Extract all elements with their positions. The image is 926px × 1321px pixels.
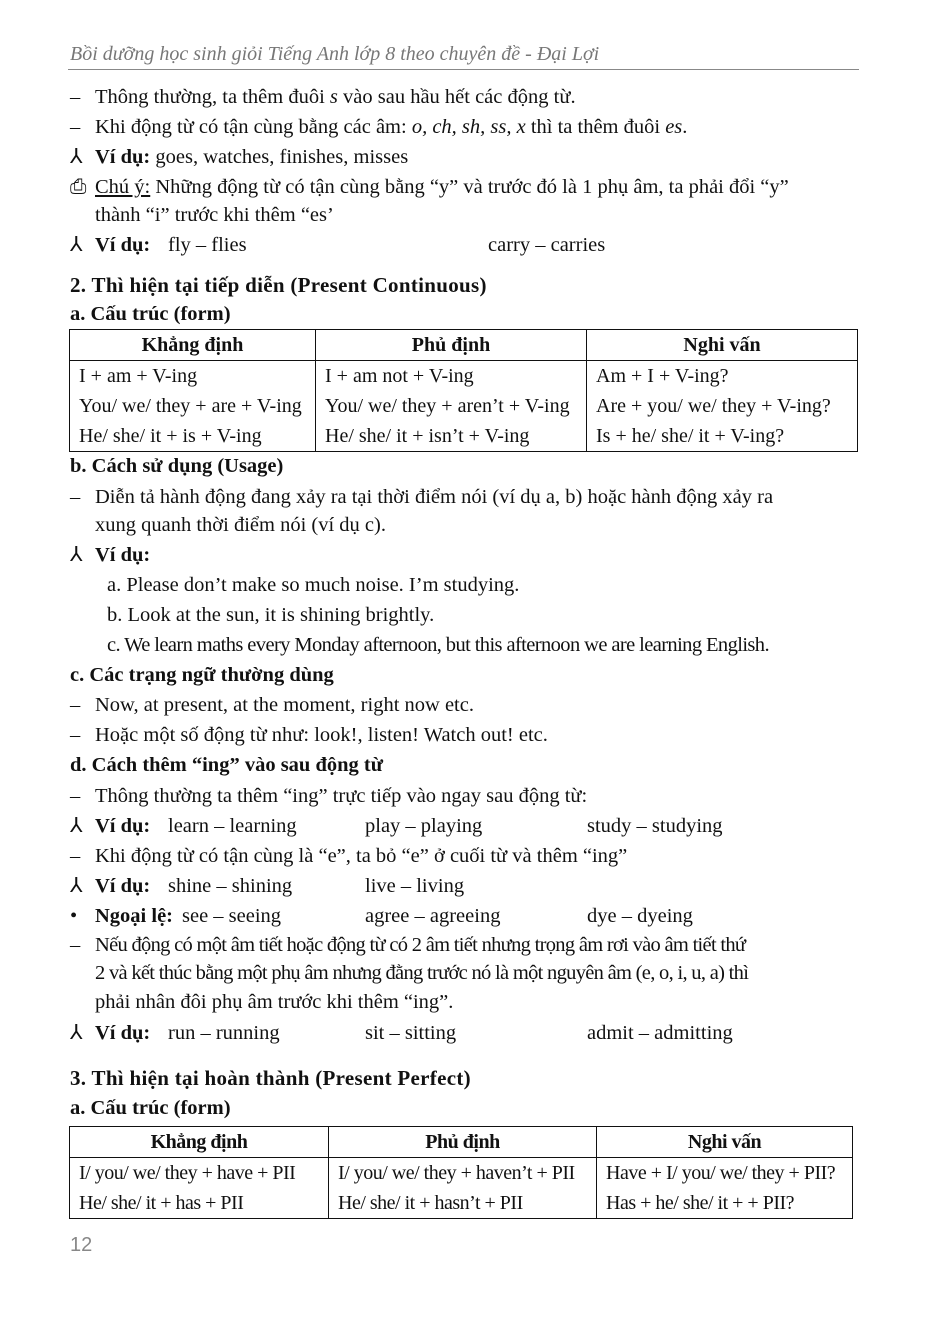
s2-ing-heading: d. Cách thêm “ing” vào sau động từ: [70, 754, 384, 776]
t: s: [329, 86, 338, 108]
t: thì ta thêm đuôi: [525, 116, 666, 138]
th: Phủ định: [316, 330, 587, 361]
s2-form-heading: a. Cấu trúc (form): [70, 303, 231, 325]
present-continuous-table: [69, 329, 858, 452]
th: Phủ định: [329, 1127, 597, 1158]
th: Nghi vấn: [597, 1127, 853, 1158]
t: agree – agreeing: [365, 905, 501, 927]
example-a: a. Please don’t make so much noise. I’m studying.: [107, 574, 520, 596]
pointer-icon: ⅄: [70, 544, 83, 566]
t: 2 và kết thúc bằng một phụ âm nhưng đằng trước nó là một nguyên âm (e, o, i, u, a) thì: [95, 962, 749, 984]
pointer-icon: ⅄: [70, 875, 83, 897]
t: thành “i” trước khi thêm “es’: [95, 204, 334, 226]
t: xung quanh thời điểm nói (ví dụ c).: [95, 514, 386, 536]
present-perfect-table: [69, 1126, 853, 1219]
label: Ví dụ:: [95, 544, 151, 566]
label: Ví dụ:: [95, 234, 151, 256]
t: play – playing: [365, 815, 483, 837]
dash-marker: –: [70, 785, 81, 807]
bullet-marker: •: [70, 905, 78, 927]
t: goes, watches, finishes, misses: [150, 146, 409, 168]
s2-usage-heading: b. Cách sử dụng (Usage): [70, 455, 284, 477]
t: live – living: [365, 875, 465, 897]
td: Has + he/ she/ it + + PII?: [597, 1188, 853, 1219]
label: Chú ý:: [95, 176, 151, 198]
t: Những động từ có tận cùng bằng “y” và trước đó là 1 phụ âm, ta phải đổi “y”: [150, 176, 789, 198]
note-icon: ⎙: [70, 176, 87, 198]
t: sit – sitting: [365, 1022, 457, 1044]
td: I/ you/ we/ they + haven’t + PII: [329, 1158, 597, 1189]
t: Thông thường, ta thêm đuôi: [95, 86, 330, 108]
t: Khi động từ có tận cùng bằng các âm:: [95, 116, 412, 138]
t: Khi động từ có tận cùng là “e”, ta bỏ “e” ở cuối từ và thêm “ing”: [95, 845, 628, 867]
table-row: [70, 421, 858, 452]
td: He/ she/ it + isn’t + V-ing: [316, 421, 587, 452]
example-c: c. We learn maths every Monday afternoon, but this afternoon we are learning English.: [107, 634, 769, 656]
header-rule: [68, 69, 859, 70]
t: fly – flies: [168, 234, 247, 256]
t: .: [682, 116, 688, 138]
table-header: [70, 1127, 853, 1158]
td: Have + I/ you/ we/ they + PII?: [597, 1158, 853, 1189]
dash-marker: –: [70, 694, 81, 716]
td: He/ she/ it + is + V-ing: [70, 421, 316, 452]
td: You/ we/ they + aren’t + V-ing: [316, 391, 587, 421]
dash-marker: –: [70, 845, 81, 867]
page-number: 12: [70, 1234, 93, 1256]
t: Nếu động có một âm tiết hoặc động từ có 2 âm tiết nhưng trọng âm rơi vào âm tiết thứ: [95, 934, 746, 956]
t: admit – admitting: [587, 1022, 733, 1044]
s3-form-heading: a. Cấu trúc (form): [70, 1097, 231, 1119]
running-header: Bồi dưỡng học sinh giỏi Tiếng Anh lớp 8 theo chuyên đề - Đại Lợi: [70, 43, 600, 65]
td: He/ she/ it + hasn’t + PII: [329, 1188, 597, 1219]
dash-marker: –: [70, 724, 81, 746]
td: Is + he/ she/ it + V-ing?: [587, 421, 858, 452]
dash-marker: –: [70, 934, 81, 956]
s2-adverbs-heading: c. Các trạng ngữ thường dùng: [70, 664, 334, 686]
label: Ví dụ:: [95, 146, 151, 168]
t: dye – dyeing: [587, 905, 693, 927]
table-row: [70, 391, 858, 421]
table-row: [70, 1158, 853, 1189]
label: Ví dụ:: [95, 815, 151, 837]
example-b: b. Look at the sun, it is shining brightly.: [107, 604, 435, 626]
td: I/ you/ we/ they + have + PII: [70, 1158, 329, 1189]
table-row: [70, 1188, 853, 1219]
th: Nghi vấn: [587, 330, 858, 361]
t: shine – shining: [168, 875, 293, 897]
th: Khẳng định: [70, 1127, 329, 1158]
pointer-icon: ⅄: [70, 234, 83, 256]
t: phải nhân đôi phụ âm trước khi thêm “ing”.: [95, 991, 454, 1013]
t: Now, at present, at the moment, right now etc.: [95, 694, 474, 716]
text: [95, 84, 576, 110]
t: vào sau hầu hết các động từ.: [337, 86, 576, 108]
pointer-icon: ⅄: [70, 815, 83, 837]
label: Ví dụ:: [95, 1022, 151, 1044]
table-row: [70, 361, 858, 392]
label: Ngoại lệ:: [95, 905, 173, 927]
td: He/ she/ it + has + PII: [70, 1188, 329, 1219]
t: es: [665, 116, 683, 138]
pointer-icon: ⅄: [70, 1022, 83, 1044]
pointer-icon: ⅄: [70, 146, 83, 168]
section-3-title: 3. Thì hiện tại hoàn thành (Present Perfect): [70, 1066, 471, 1090]
t: Diễn tả hành động đang xảy ra tại thời điểm nói (ví dụ a, b) hoặc hành động xảy ra: [95, 486, 774, 508]
text: [95, 114, 687, 140]
dash-marker: –: [70, 486, 81, 508]
t: run – running: [168, 1022, 280, 1044]
td: I + am not + V-ing: [316, 361, 587, 392]
t: carry – carries: [488, 234, 606, 256]
dash-marker: –: [70, 86, 81, 108]
text: [95, 144, 408, 170]
t: study – studying: [587, 815, 723, 837]
t: Hoặc một số động từ như: look!, listen! Watch out! etc.: [95, 724, 548, 746]
t: o, ch, sh, ss, x: [411, 116, 526, 138]
t: see – seeing: [182, 905, 282, 927]
td: You/ we/ they + are + V-ing: [70, 391, 316, 421]
section-2-title: 2. Thì hiện tại tiếp diễn (Present Continuous): [70, 273, 487, 297]
td: Am + I + V-ing?: [587, 361, 858, 392]
t: learn – learning: [168, 815, 297, 837]
dash-marker: –: [70, 116, 81, 138]
th: Khẳng định: [70, 330, 316, 361]
text: [95, 174, 789, 200]
table-header: [70, 330, 858, 361]
t: Thông thường ta thêm “ing” trực tiếp vào ngay sau động từ:: [95, 785, 588, 807]
td: I + am + V-ing: [70, 361, 316, 392]
td: Are + you/ we/ they + V-ing?: [587, 391, 858, 421]
label: Ví dụ:: [95, 875, 151, 897]
